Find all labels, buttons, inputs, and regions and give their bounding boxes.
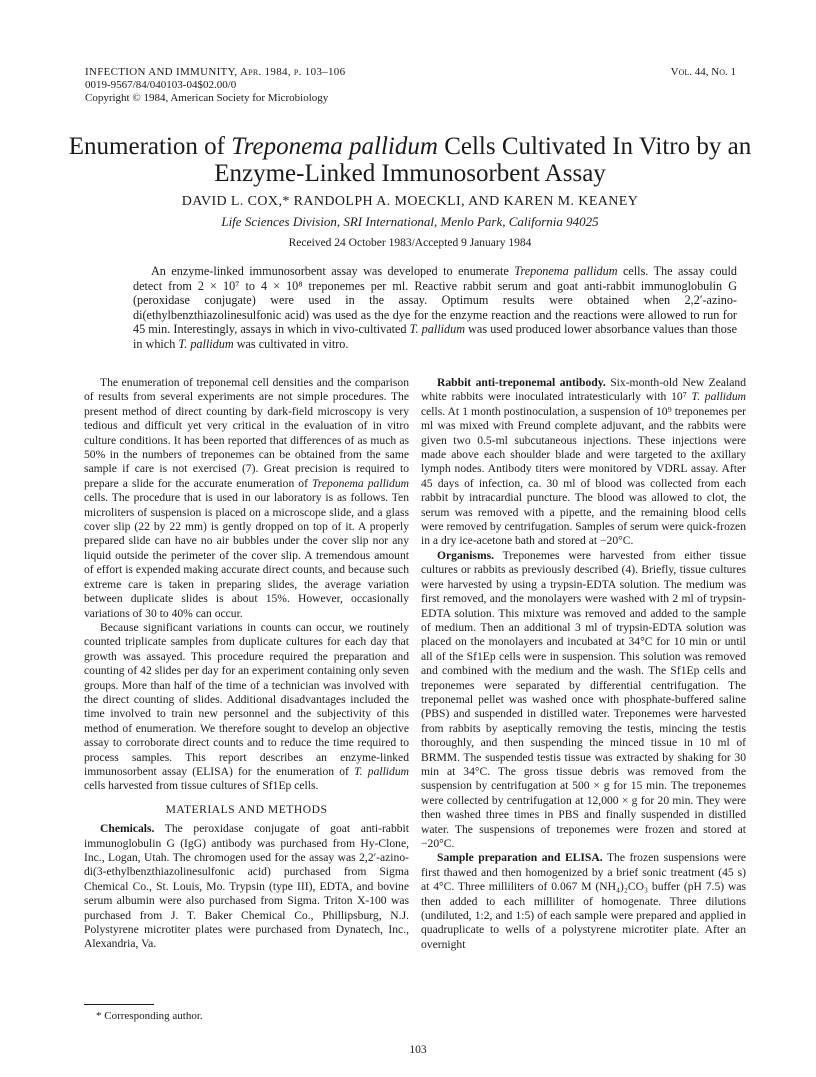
journal-header	[85, 66, 505, 105]
abstract-species: T. pallidum	[409, 322, 466, 337]
body-text: Because significant variations in counts can occur, we routinely counted triplicate samples from duplicate cultures for each day that growth was assayed. This procedure required the preparation and counting of 42 slides per day for an experiment containing only seven groups. More than half of the time of a technician was involved with the direct counting of slides. Additional disadvantages included the time involved to train new personnel and the subjectivity of this method of enumeration. We therefore sought to develop an objective assay to corroborate direct counts and to reduce the time required to process samples. This report describes an enzyme-linked immunosorbent assay (ELISA) for the enumeration of	[84, 620, 409, 778]
species-name: Treponema pallidum	[311, 476, 409, 490]
body-text: Six-month-old New Zealand white rabbits were inoculated intratesticularly with 10⁷	[421, 376, 746, 404]
abstract-text: An enzyme-linked immunosorbent assay was developed to enumerate	[151, 264, 515, 278]
species-name: T. pallidum	[691, 390, 746, 404]
body-text: The peroxidase conjugate of goat anti-rabbit immunoglobulin G (IgG) antibody was purchased from Hy-Clone, Inc., Logan, Utah. The chromogen used for the assay was 2,2′-azino-di(3-ethylbenzthiazolinesulfonic acid) purchased from Sigma Chemical Co., St. Louis, Mo. Trypsin (type III), EDTA, and bovine serum albumin were also purchased from Sigma. Triton X-100 was purchased from J. T. Baker Chemical Co., Phillipsburg, N.J. Polystyrene microtiter plates were purchased from Dynatech, Inc., Alexandria, Va.	[84, 822, 409, 951]
run-in-heading: Rabbit anti-treponemal antibody.	[437, 376, 606, 389]
intro-paragraph-2	[84, 621, 409, 794]
journal-code: 0019-9567/84/040103-04$02.00/0	[85, 79, 237, 91]
title-part-2: Cells Cultivated In Vitro by an Enzyme-Linked Immunosorbent Assay	[214, 133, 752, 187]
title-species: Treponema pallidum	[231, 133, 438, 160]
run-in-heading: Organisms.	[437, 548, 495, 562]
species-name: T. pallidum	[354, 764, 409, 778]
antibody-paragraph	[421, 376, 746, 549]
page-number: 103	[409, 1044, 427, 1056]
abstract	[133, 264, 737, 352]
received-dates: Received 24 October 1983/Accepted 9 January 1984	[288, 237, 532, 249]
title-part-1: Enumeration of	[68, 133, 232, 160]
right-column	[421, 376, 746, 952]
abstract-species: Treponema pallidum	[514, 264, 618, 278]
abstract-species: T. pallidum	[178, 336, 234, 351]
left-column	[84, 376, 409, 952]
copyright-line: Copyright © 1984, American Society for Microbiology	[85, 92, 329, 104]
abstract-text: was used produced lower absorbance values than those in which	[133, 322, 737, 351]
journal-citation: INFECTION AND IMMUNITY, Apr. 1984, p. 103–106	[85, 66, 346, 78]
body-text: cells. At 1 month postinoculation, a suspension of 10⁹ treponemes per ml was mixed with Freund complete adjuvant, and the rabbits were given two 0.5-ml subcutaneous injections. These injections were made above each shoulder blade and were targeted to the axillary lymph nodes. Antibody titers were monitored by VDRL assay. After 45 days of infection, ca. 30 ml of blood was collected from each rabbit by intracardial puncture. The blood was allowed to clot, the serum was removed with a pipette, and the remaining blood cells were removed by centrifugation. Samples of serum were quick-frozen in a dry ice-acetone bath and stored at −20°C.	[421, 404, 746, 548]
body-text: Treponemes were harvested from either tissue cultures or rabbits as previously described (4). Briefly, tissue cultures were harvested by using a trypsin-EDTA solution. The medium was first removed, and the monolayers were washed with 2 ml of trypsin-EDTA solution. This mixture was removed and added to the sample of medium. Then an additional 3 ml of trypsin-EDTA solution was placed on the monolayers and incubated at 34°C for 10 min or until all of the Sf1Ep cells were in suspension. This solution was removed and combined with the medium and the wash. The Sf1Ep cells and treponemes were separated by differential centrifugation. The treponemal pellet was washed once with phosphate-buffered saline (PBS) and suspended in distilled water. Treponemes were harvested from rabbits by aseptically removing the testis, mincing the testis thoroughly, and then suspending the minced tissue in 10 ml of BRMM. The suspended testis tissue was extracted by shaking for 30 min at 34°C. The gross tissue debris was removed from the suspension by centrifugation at 500 × g for 15 min. The treponemes were collected by centrifugation at 12,000 × g for 20 min. They were then washed three times in PBS and finally suspended in distilled water. The suspensions of treponemes were frozen and stored at −20°C.	[421, 548, 746, 850]
chemicals-paragraph	[84, 822, 409, 952]
footnote-divider	[84, 1004, 154, 1005]
body-text: cells harvested from tissue cultures of Sf1Ep cells.	[84, 779, 319, 793]
section-heading: MATERIALS AND METHODS	[165, 802, 328, 816]
run-in-heading: Chemicals.	[100, 822, 155, 836]
body-text: The frozen suspensions were first thawed and then homogenized by a brief sonic treatment (45 s) at 4°C. Three milliliters of 0.067 M (NH₄)₂CO₃ buffer (pH 7.5) was then added to each milliliter of homogenate. Three dilutions (undiluted, 1:2, and 1:5) of each sample were prepared and applied in quadruplicate to wells of a polystyrene microtiter plate. After an overnight	[421, 851, 746, 951]
intro-paragraph-1	[84, 376, 409, 621]
sample-paragraph	[421, 851, 746, 952]
organisms-paragraph	[421, 549, 746, 852]
body-text: cells. The procedure that is used in our laboratory is as follows. Ten microliters of suspension is placed on a microscope slide, and a glass cover slip (22 by 22 mm) is gently dropped on top of it. A properly prepared slide can have no air bubbles under the cover slip nor any liquid outside the perimeter of the cover slip. A tremendous amount of effort is expended making accurate direct counts, and because such extreme care is taken in preparing slides, the average variation between duplicate slides is about 15%. However, occasionally variations of 30 to 40% can occur.	[84, 491, 409, 620]
volume-label: Vol. 44, No. 1	[670, 66, 736, 78]
footnote: * Corresponding author.	[96, 1010, 203, 1022]
run-in-heading: Sample preparation and ELISA.	[437, 851, 603, 865]
body-text: The enumeration of treponemal cell densities and the comparison of results from several experiments are not simple procedures. The present method of direct counting by dark-field microscopy is very tedious and difficult yet very critical in the evaluation of in vitro culture conditions. It has been reported that differences of as much as 50% in the numbers of treponemes can be obtained from the same sample if care is not exercised (7). Great precision is required to prepare a slide for the accurate enumeration of	[84, 376, 409, 490]
abstract-text: was cultivated in vitro.	[233, 336, 349, 351]
author-list: DAVID L. COX,* RANDOLPH A. MOECKLI, AND KAREN M. KEANEY	[181, 194, 639, 209]
abstract-text: cells. The assay could detect from 2 × 10⁷ to 4 × 10⁸ treponemes per ml. Reactive rabbit serum and goat anti-rabbit immunoglobulin G (peroxidase conjugate) were used in the assay. Optimum results were obtained when 2,2′-azino-di(ethylbenzthiazolinesulfonic acid) was used as the dye for the enzyme reaction and the reactions were allowed to run for 45 min. Interestingly, assays in which in vivo-cultivated	[133, 264, 737, 337]
affiliation: Life Sciences Division, SRI International, Menlo Park, California 94025	[221, 214, 599, 229]
article-title	[60, 133, 760, 187]
